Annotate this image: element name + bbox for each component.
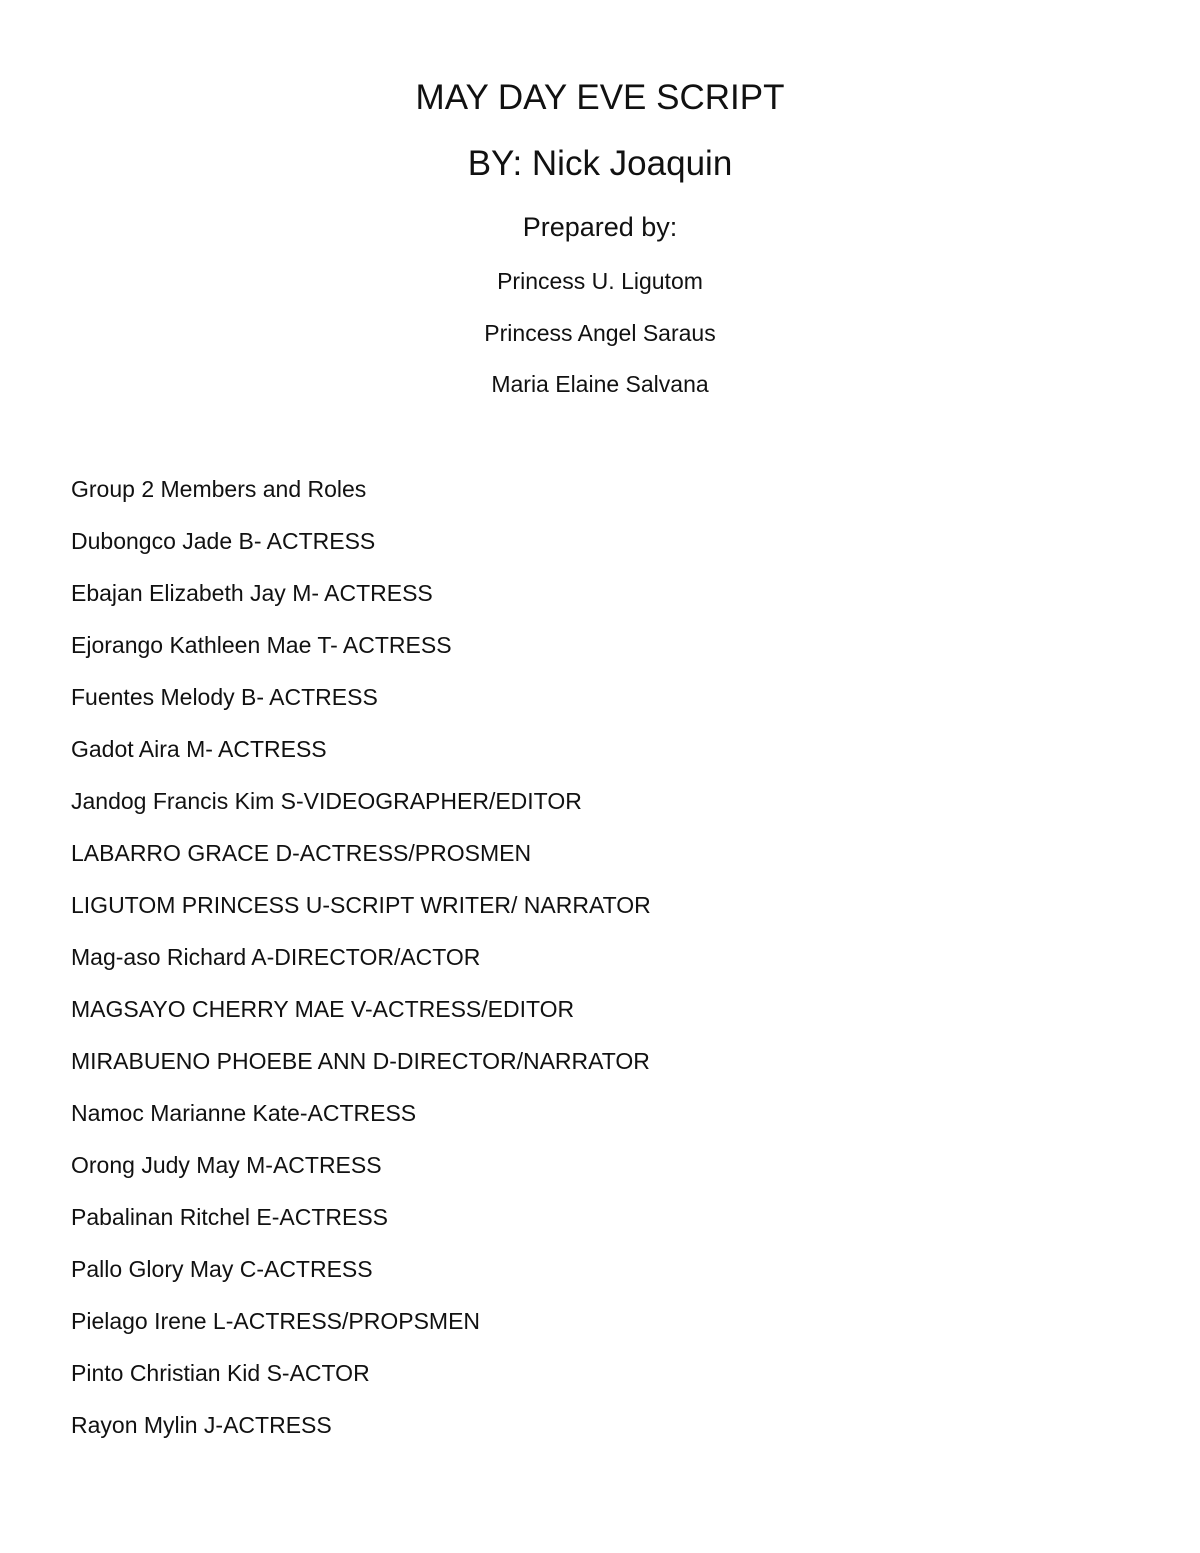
member-role-row: Pinto Christian Kid S-ACTOR	[71, 1360, 370, 1386]
member-role-row: Pielago Irene L-ACTRESS/PROPSMEN	[71, 1308, 481, 1334]
members-roles-list	[71, 474, 1071, 1462]
member-role-row: Jandog Francis Kim S-VIDEOGRAPHER/EDITOR	[71, 788, 582, 814]
preparer-name: Princess U. Ligutom	[497, 268, 703, 294]
member-role-row: Rayon Mylin J-ACTRESS	[71, 1412, 332, 1438]
member-role-row: Mag-aso Richard A-DIRECTOR/ACTOR	[71, 944, 481, 970]
roles-heading: Group 2 Members and Roles	[71, 476, 367, 502]
member-role-row: MIRABUENO PHOEBE ANN D-DIRECTOR/NARRATOR	[71, 1048, 650, 1074]
member-role-row: MAGSAYO CHERRY MAE V-ACTRESS/EDITOR	[71, 996, 575, 1022]
member-role-row: Orong Judy May M-ACTRESS	[71, 1152, 382, 1178]
member-role-row: Dubongco Jade B- ACTRESS	[71, 528, 376, 554]
member-role-row: Namoc Marianne Kate-ACTRESS	[71, 1100, 417, 1126]
preparer-name: Princess Angel Saraus	[484, 320, 716, 346]
member-role-row: Ebajan Elizabeth Jay M- ACTRESS	[71, 580, 433, 606]
member-role-row: Pallo Glory May C-ACTRESS	[71, 1256, 373, 1282]
prepared-by-label: Prepared by:	[522, 212, 678, 242]
member-role-row: Pabalinan Ritchel E-ACTRESS	[71, 1204, 389, 1230]
member-role-row: Gadot Aira M- ACTRESS	[71, 736, 327, 762]
member-role-row: LABARRO GRACE D-ACTRESS/PROSMEN	[71, 840, 532, 866]
script-title: MAY DAY EVE SCRIPT	[415, 78, 785, 117]
preparer-name: Maria Elaine Salvana	[491, 371, 709, 397]
member-role-row: Ejorango Kathleen Mae T- ACTRESS	[71, 632, 452, 658]
member-role-row: Fuentes Melody B- ACTRESS	[71, 684, 378, 710]
member-role-row: LIGUTOM PRINCESS U-SCRIPT WRITER/ NARRATOR	[71, 892, 651, 918]
author-line: BY: Nick Joaquin	[467, 144, 733, 183]
